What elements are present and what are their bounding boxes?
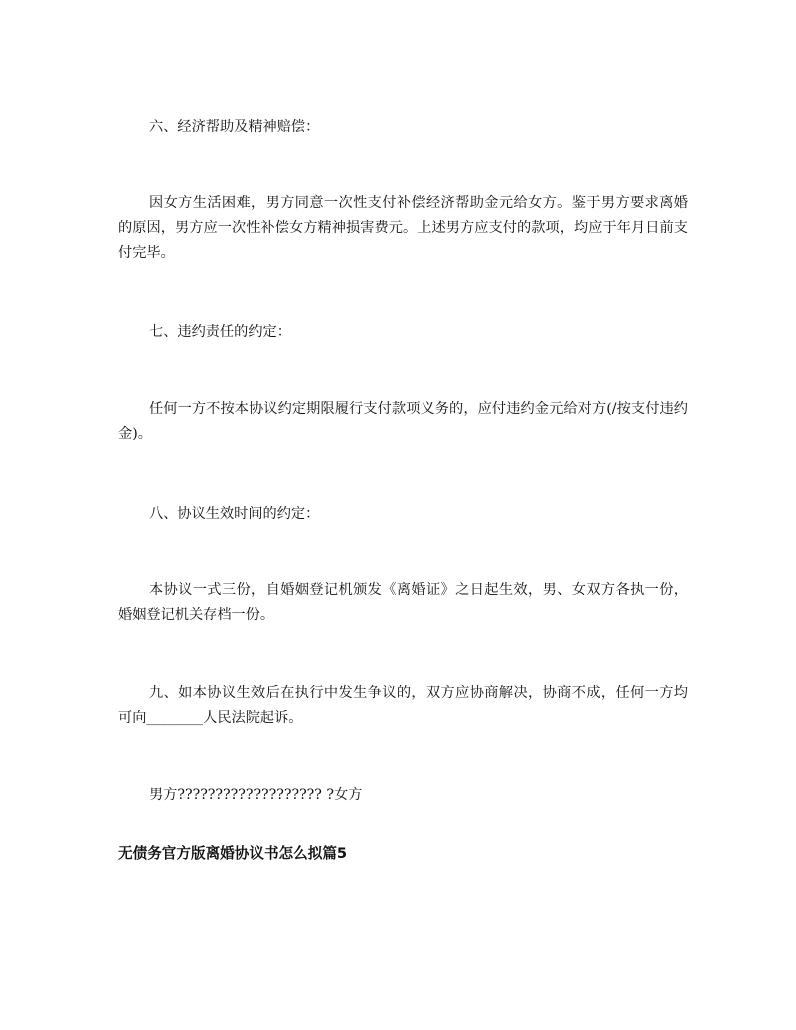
signature-line: 男方??????????????????? ?女方	[149, 787, 363, 803]
section-heading-6: 六、经济帮助及精神赔偿：	[149, 119, 320, 135]
section-heading-7: 七、违约责任的约定：	[149, 324, 291, 340]
next-section-title: 无债务官方版离婚协议书怎么拟篇5	[118, 845, 348, 862]
paragraph-effective: 本协议一式三份，自婚姻登记机颁发《离婚证》之日起生效，男、女双方各执一份，婚姻登记机关存档一份。	[118, 582, 688, 623]
paragraph-breach: 任何一方不按本协议约定期限履行支付款项义务的，应付违约金元给对方(/按支付违约金)。	[118, 401, 688, 442]
paragraph-compensation: 因女方生活困难，男方同意一次性支付补偿经济帮助金元给女方。鉴于男方要求离婚的原因，男方应一次性补偿女方精神损害费元。上述男方应支付的款项，均应于年月日前支付完毕。	[118, 195, 688, 261]
section-heading-8: 八、协议生效时间的约定：	[149, 506, 320, 522]
paragraph-dispute: 九、如本协议生效后在执行中发生争议的，双方应协商解决，协商不成，任何一方均可向________人民法院起诉。	[118, 685, 688, 726]
